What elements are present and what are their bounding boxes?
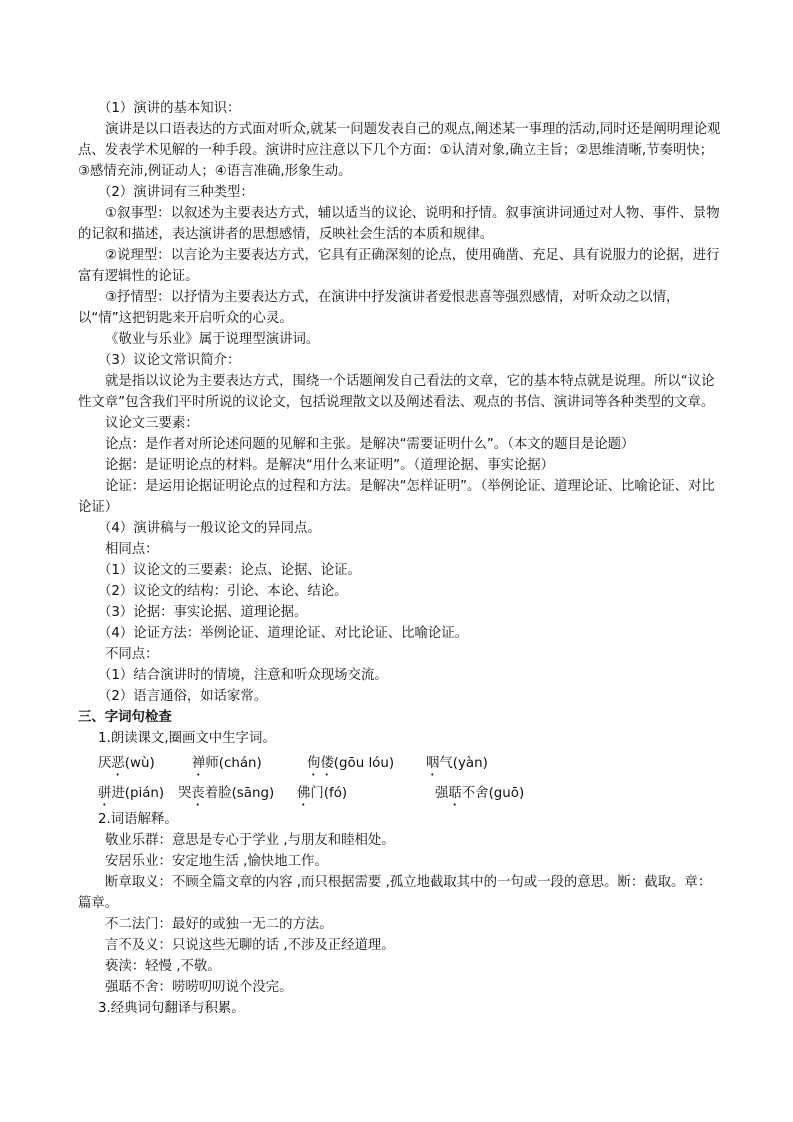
paragraph-argument-type: ②说理型：以言论为主要表达方式，它具有正确深刻的论点，使用确凿、充足、具有说服力的论据，进行富有逻辑性的论证。 (78, 248, 720, 284)
vocab-row-1 (78, 750, 724, 779)
section-heading-vocab-check: 三、字词句检查 (78, 710, 172, 725)
document-content (78, 98, 724, 1019)
definition-item: 不二法门：最好的或独一无二的方法。 (105, 917, 333, 932)
similarity-item: （3）论据：事实论据、道理论据。 (98, 605, 308, 620)
vocab-word: 厌恶(wù) (98, 756, 155, 771)
similarity-item: （2）议论文的结构：引论、本论、结论。 (98, 584, 348, 599)
section-title-comparison: （4）演讲稿与一般议论文的异同点。 (98, 521, 321, 536)
definition-item: 安居乐业：安定地生活 ,愉快地工作。 (105, 854, 328, 869)
paragraph-speech-definition: 演讲是以口语表达的方式面对听众,就某一问题发表自己的观点,阐述某一事理的活动,同时还是阐明理论观点、发表学术见解的一种手段。演讲时应注意以下几个方面：①认清对象,确立主旨；②思维清晰,节奏明快；③感情充沛,例证动人；④语言准确,形象生动。 (78, 122, 721, 179)
task-classic-phrases: 3.经典词句翻译与积累。 (98, 1001, 245, 1016)
similarity-item: （1）议论文的三要素：论点、论据、论证。 (98, 563, 361, 578)
definition-item: 断章取义：不顾全篇文章的内容 ,而只根据需要 ,孤立地截取其中的一句或一段的意思。断：截取。章：篇章。 (78, 875, 712, 911)
vocab-word: 佛门(fó) (297, 786, 348, 801)
task-word-explanation: 2.词语解释。 (98, 812, 178, 827)
vocab-word: 佝偻(gōu lóu) (307, 756, 395, 771)
section-title-speech-basics: （1）演讲的基本知识： (98, 101, 241, 116)
vocab-word: 强聒不舍(guō) (435, 786, 525, 801)
paragraph-lyric-type: ③抒情型：以抒情为主要表达方式，在演讲中抒发演讲者爱恨悲喜等强烈感情，对听众动之以情，以“情”这把钥匙来开启听众的心灵。 (78, 290, 680, 326)
definition-item: 亵渎：轻慢 ,不敬。 (105, 959, 221, 974)
definition-item: 言不及义：只说这些无聊的话 ,不涉及正经道理。 (105, 938, 395, 953)
definition-item: 敬业乐群：意思是专心于学业 ,与朋友和睦相处。 (105, 833, 395, 848)
vocab-word: 哭丧着脸(sāng) (178, 786, 275, 801)
vocab-word: 骈进(pián) (98, 786, 165, 801)
vocab-word: 禅师(chán) (192, 756, 262, 771)
similarities-title: 相同点： (105, 542, 159, 557)
paragraph-essay-definition: 就是指以议论为主要表达方式，围绕一个话题阐发自己看法的文章，它的基本特点就是说理。所以“议论性文章”包含我们平时所说的议论文，包括说理散文以及阐述看法、观点的书信、演讲词等各种类型的文章。 (78, 374, 715, 410)
paragraph-narrative-type: ①叙事型：以叙述为主要表达方式，辅以适当的议论、说明和抒情。叙事演讲词通过对人物、事件、景物的记叙和描述，表达演讲者的思想感情，反映社会生活的本质和规律。 (78, 206, 720, 242)
differences-title: 不同点： (105, 647, 159, 662)
essay-elements-title: 议论文三要素： (105, 416, 199, 431)
element-proof: 论证：是运用论据证明论点的过程和方法。是解决“怎样证明”。（举例论证、道理论证、比喻论证、对比论证） (78, 479, 715, 515)
task-read-aloud: 1.朗读课文,圈画文中生字词。 (98, 731, 276, 746)
section-title-speech-types: （2）演讲词有三种类型： (98, 185, 254, 200)
vocab-row-2 (78, 780, 724, 809)
element-evidence: 论据：是证明论点的材料。是解决“用什么来证明”。（道理论据、事实论据） (105, 458, 555, 473)
definition-item: 强聒不舍：唠唠叨叨说个没完。 (105, 980, 293, 995)
difference-item: （1）结合演讲时的情境，注意和听众现场交流。 (98, 668, 388, 683)
element-argument-point: 论点：是作者对所论述问题的见解和主张。是解决“需要证明什么”。（本文的题目是论题） (105, 437, 635, 452)
vocab-word: 咽气(yàn) (426, 756, 488, 771)
paragraph-text-type-note: 《敬业与乐业》属于说理型演讲词。 (105, 332, 320, 347)
similarity-item: （4）论证方法：举例论证、道理论证、对比论证、比喻论证。 (98, 626, 469, 641)
difference-item: （2）语言通俗，如话家常。 (98, 689, 268, 704)
section-title-essay-basics: （3）议论文常识简介： (98, 353, 241, 368)
